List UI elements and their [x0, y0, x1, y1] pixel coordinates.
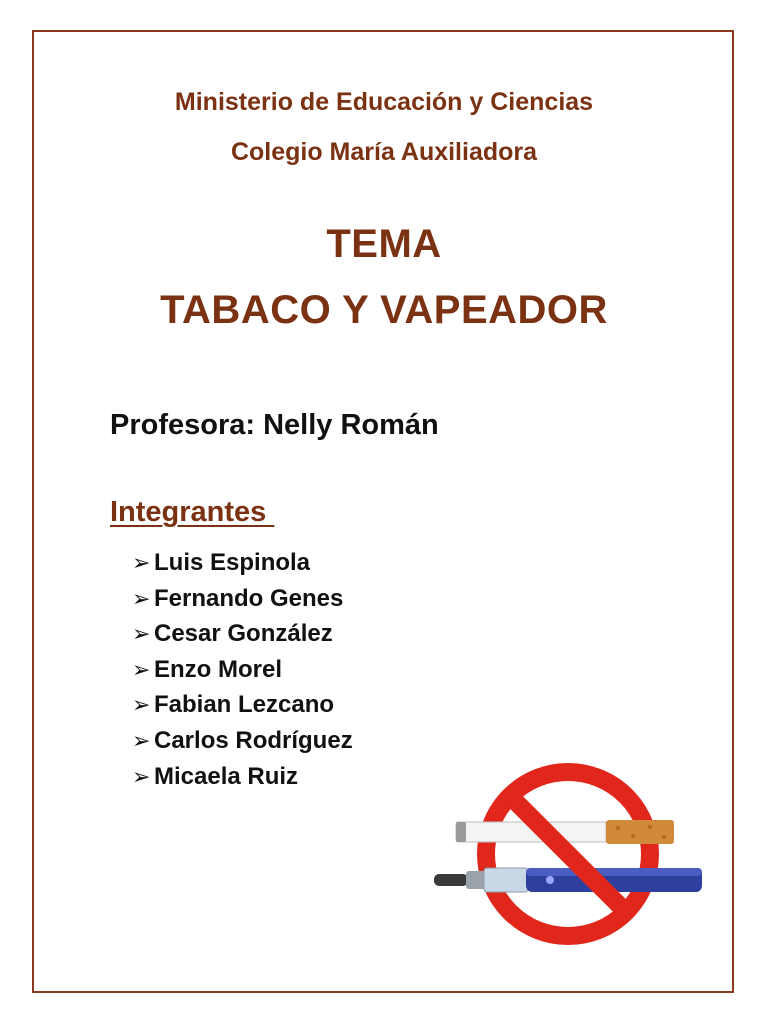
member-name: Luis Espinola — [154, 549, 311, 576]
ministry-name: Ministerio de Educación y Ciencias — [174, 88, 594, 116]
arrow-bullet-icon: ➢ — [132, 763, 151, 789]
member-name: Fernando Genes — [154, 584, 344, 612]
arrow-bullet-icon: ➢ — [132, 727, 151, 753]
member-name: Fabian Lezcano — [154, 691, 335, 719]
member-name: Micaela Ruiz — [154, 762, 299, 790]
arrow-bullet-icon: ➢ — [132, 585, 151, 611]
list-item — [132, 687, 353, 723]
list-item — [132, 723, 353, 759]
school-name: Colegio María Auxiliadora — [230, 138, 538, 166]
member-name: Carlos Rodríguez — [154, 726, 353, 754]
arrow-bullet-icon: ➢ — [132, 692, 151, 718]
arrow-bullet-icon: ➢ — [132, 656, 151, 682]
list-item — [132, 759, 353, 795]
list-item — [132, 616, 353, 652]
member-name: Enzo Morel — [154, 655, 283, 683]
arrow-bullet-icon: ➢ — [132, 550, 151, 575]
prohibition-slash-icon — [510, 796, 626, 912]
arrow-bullet-icon: ➢ — [132, 621, 151, 647]
members-heading: Integrantes — [110, 496, 275, 528]
title-label: TEMA — [326, 222, 442, 266]
teacher-name: Profesora: Nelly Román — [110, 409, 439, 441]
list-item — [132, 545, 353, 581]
list-item — [132, 652, 353, 688]
member-name: Cesar González — [154, 620, 333, 648]
list-item — [132, 581, 353, 617]
title-topic: TABACO Y VAPEADOR — [160, 288, 608, 332]
members-list — [132, 545, 353, 794]
no-smoking-no-vaping-icon — [428, 758, 708, 950]
vape-pen-icon — [434, 868, 702, 892]
